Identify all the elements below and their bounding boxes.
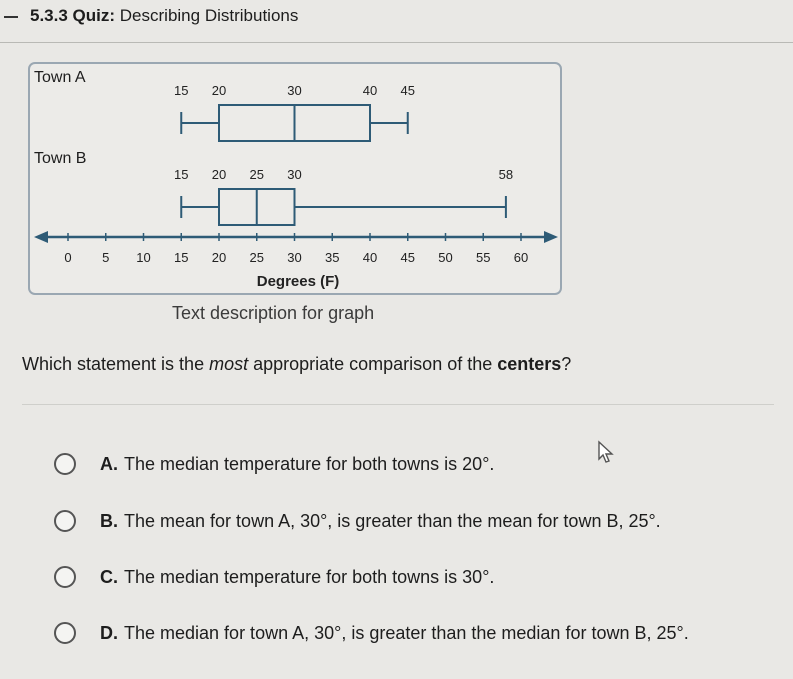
x-tick-label: 60 (513, 250, 529, 265)
town-a-value-label: 40 (362, 83, 378, 98)
x-axis-label: Degrees (F) (256, 273, 340, 290)
town-b-value-label: 30 (287, 167, 302, 182)
question-divider (22, 404, 774, 405)
x-axis-left-arrow (34, 231, 48, 243)
box-plot-graph (28, 62, 562, 295)
question-post: ? (561, 354, 572, 374)
option-b-text[interactable] (100, 509, 790, 533)
town-b-value-label: 20 (211, 167, 227, 182)
x-axis-right-arrow (544, 231, 558, 243)
radio-a[interactable] (54, 453, 76, 475)
quiz-header (0, 0, 793, 44)
radio-b[interactable] (54, 510, 76, 532)
x-tick-label: 25 (249, 250, 264, 265)
mouse-cursor-icon (597, 440, 615, 464)
x-tick-label: 45 (400, 250, 415, 265)
quiz-number: 5.3.3 (30, 6, 68, 25)
x-tick-label: 10 (136, 250, 151, 265)
x-tick-label: 5 (102, 250, 110, 265)
x-tick-label: 55 (476, 250, 491, 265)
x-tick-label: 50 (438, 250, 453, 265)
question-pre: Which statement is the (22, 354, 210, 374)
x-tick-label: 30 (287, 250, 302, 265)
question-bold: centers (497, 354, 562, 374)
quiz-name: Describing Distributions (119, 6, 299, 25)
town-b-label: Town B (34, 150, 87, 167)
town-a-value-label: 20 (211, 83, 227, 98)
option-d-label: The median for town A, 30°, is greater than the median for town B, 25°. (124, 623, 689, 643)
quiz-label: Quiz: (72, 6, 116, 25)
town-a-value-label: 30 (287, 83, 302, 98)
town-b-value-label: 25 (249, 167, 264, 182)
box-plot-svg (30, 64, 562, 295)
town-b-value-label: 58 (498, 167, 514, 182)
option-c-text[interactable] (100, 565, 790, 589)
x-tick-label: 40 (362, 250, 378, 265)
radio-d[interactable] (54, 622, 76, 644)
question-text (22, 354, 571, 375)
town-a-value-label: 45 (400, 83, 415, 98)
x-tick-label: 20 (211, 250, 227, 265)
option-b-letter: B. (100, 511, 118, 531)
option-b-label: The mean for town A, 30°, is greater than the mean for town B, 25°. (124, 511, 661, 531)
option-a-text[interactable] (100, 452, 790, 476)
option-a-letter: A. (100, 454, 118, 474)
quiz-title (30, 6, 298, 26)
town-a-label: Town A (34, 69, 86, 86)
town-b-value-label: 15 (174, 167, 189, 182)
option-c-letter: C. (100, 567, 118, 587)
x-tick-label: 15 (174, 250, 189, 265)
town-a-value-label: 15 (174, 83, 189, 98)
text-description-link[interactable]: Text description for graph (172, 303, 375, 323)
option-d-letter: D. (100, 623, 118, 643)
menu-dash-icon[interactable] (4, 16, 18, 18)
radio-c[interactable] (54, 566, 76, 588)
x-tick-label: 0 (64, 250, 72, 265)
question-mid: appropriate comparison of the (248, 354, 498, 374)
x-tick-label: 35 (325, 250, 340, 265)
option-d-text[interactable] (100, 621, 760, 645)
question-emph: most (209, 354, 249, 374)
option-c-label: The median temperature for both towns is 30°. (124, 567, 495, 587)
header-divider (0, 42, 793, 43)
option-a-label: The median temperature for both towns is 20°. (124, 454, 495, 474)
